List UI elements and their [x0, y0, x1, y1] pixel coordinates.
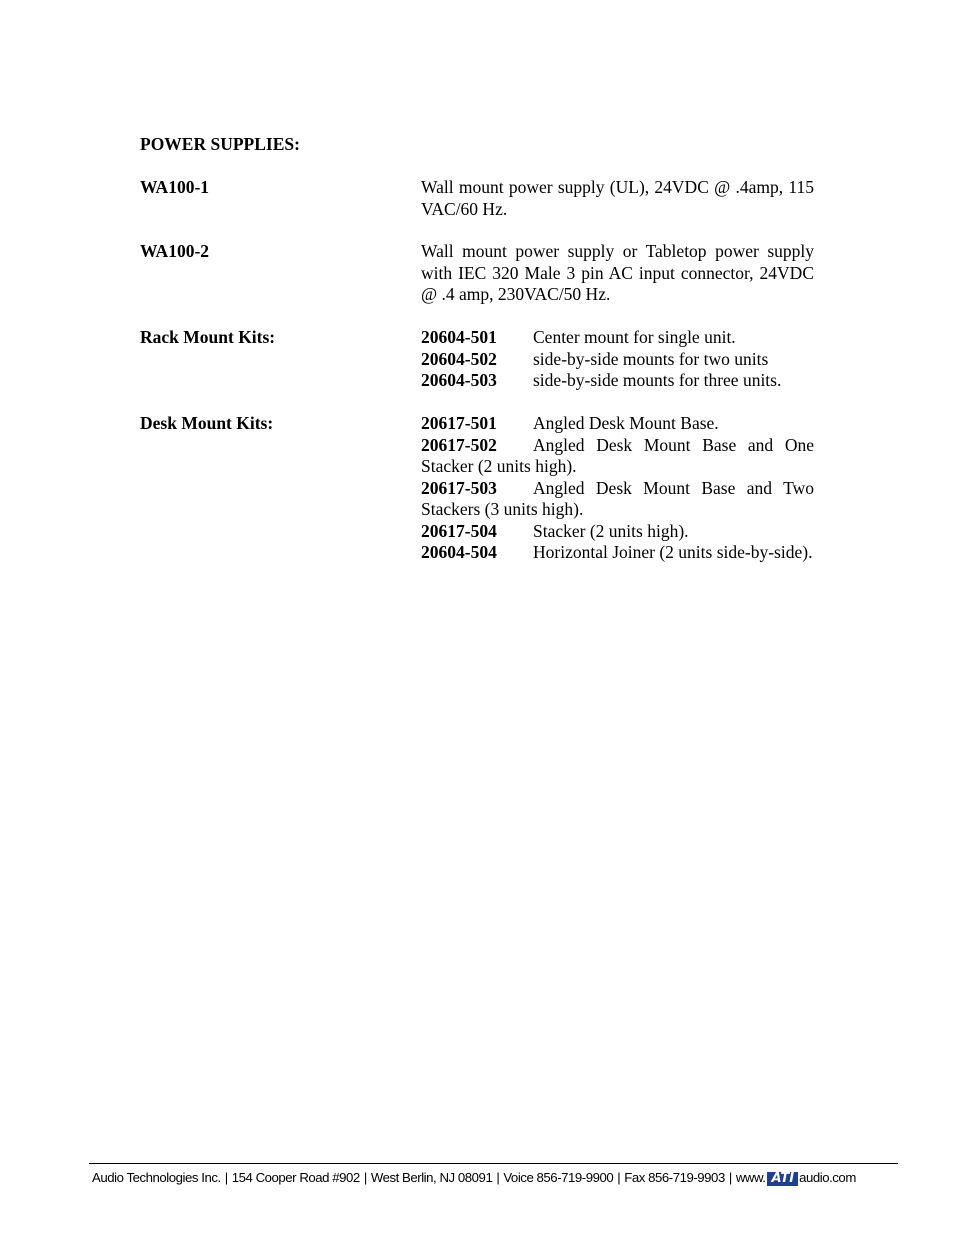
kit-line: [421, 435, 814, 478]
footer-city: West Berlin, NJ 08091: [370, 1170, 493, 1185]
kit-code: 20604-502: [421, 348, 497, 369]
desk-mount-kits: [140, 413, 814, 564]
kit-line: [421, 478, 814, 521]
footer-web-suffix: audio.com: [799, 1170, 856, 1185]
kit-code: 20617-501: [421, 413, 497, 433]
footer-company: Audio Technologies Inc.: [92, 1170, 221, 1185]
item-wa100-1: [140, 177, 814, 220]
section-title: POWER SUPPLIES:: [140, 134, 300, 154]
kit-code: 20617-502: [421, 434, 497, 455]
kit-text: Center mount for single unit.: [533, 327, 736, 347]
kit-line: [421, 542, 814, 564]
kit-line: [421, 370, 814, 392]
kit-code: 20604-501: [421, 327, 497, 347]
kit-code: 20617-504: [421, 520, 497, 541]
footer-separator: |: [496, 1170, 500, 1185]
kit-text: Horizontal Joiner (2 units side-by-side).: [533, 542, 813, 562]
kit-line: [421, 413, 814, 435]
kit-text: Angled Desk Mount Base.: [533, 413, 719, 433]
item-wa100-2: [140, 241, 814, 306]
footer-address: 154 Cooper Road #902: [231, 1170, 360, 1185]
kit-text: Stacker (2 units high).: [533, 520, 689, 541]
footer-website[interactable]: [736, 1170, 856, 1185]
footer-divider: [89, 1163, 898, 1164]
kit-line: [421, 349, 814, 371]
kit-code: 20604-504: [421, 542, 497, 562]
page-footer: [92, 1169, 856, 1187]
kit-code: 20604-503: [421, 370, 497, 390]
item-description: Wall mount power supply (UL), 24VDC @ .4amp, 115 VAC/60 Hz.: [421, 177, 814, 219]
item-description: Wall mount power supply or Tabletop power supply with IEC 320 Male 3 pin AC input connector, 24VDC @ .4 amp, 230VAC/50 Hz.: [421, 241, 814, 304]
item-label: WA100-1: [140, 177, 210, 197]
kit-text: Angled Desk Mount Base and Two Stackers (3 units high).: [421, 477, 814, 519]
footer-separator: |: [617, 1170, 621, 1185]
footer-voice: Voice 856-719-9900: [503, 1170, 614, 1185]
footer-separator: |: [728, 1170, 732, 1185]
footer-separator: |: [363, 1170, 367, 1185]
item-label: WA100-2: [140, 241, 210, 261]
kit-text: Angled Desk Mount Base and One Stacker (2 units high).: [421, 434, 814, 476]
rack-mount-kits: [140, 327, 814, 392]
footer-separator: |: [224, 1170, 228, 1185]
rack-mount-label: Rack Mount Kits:: [140, 327, 276, 347]
kit-code: 20617-503: [421, 477, 497, 498]
desk-mount-label: Desk Mount Kits:: [140, 413, 274, 433]
footer-fax: Fax 856-719-9903: [624, 1170, 725, 1185]
footer-web-prefix: www.: [735, 1170, 766, 1185]
ati-logo: ATI: [767, 1172, 799, 1186]
kit-text: side-by-side mounts for two units: [533, 348, 769, 369]
kit-text: side-by-side mounts for three units.: [533, 370, 782, 390]
kit-line: [421, 521, 814, 543]
kit-line: [421, 327, 814, 349]
